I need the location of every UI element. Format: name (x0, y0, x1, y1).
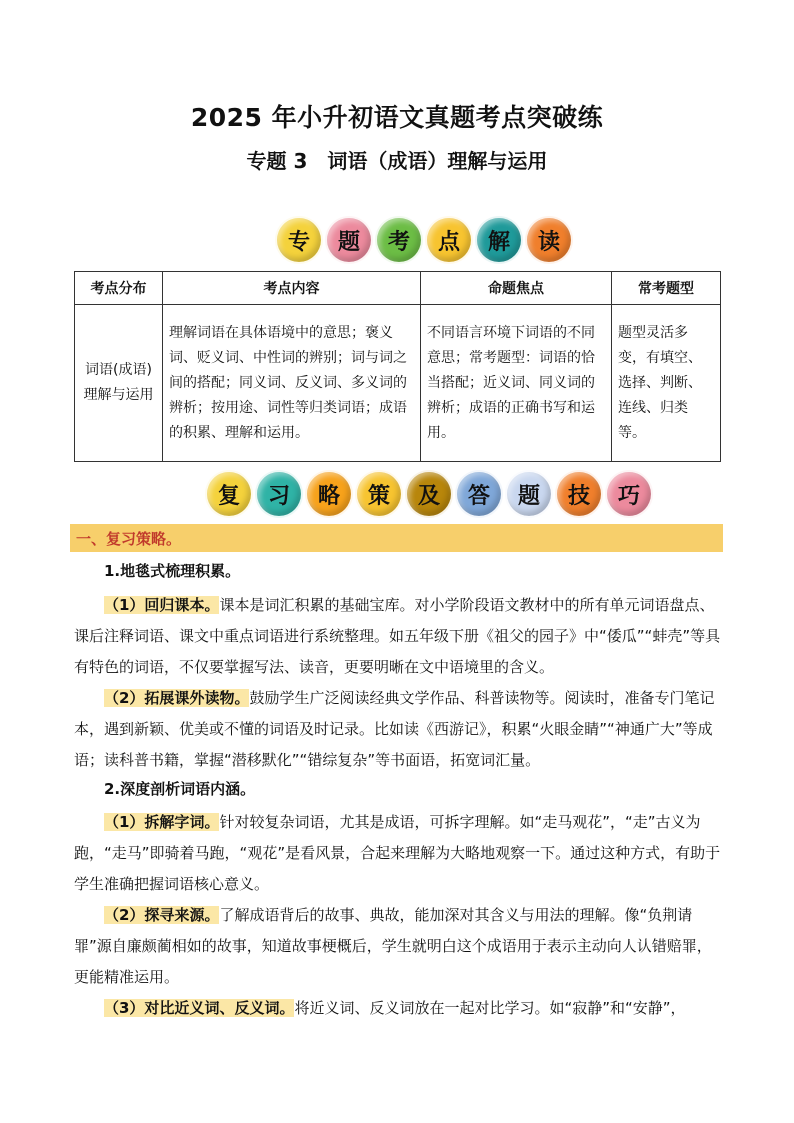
banner-char: 习 (255, 470, 303, 518)
table-cell: 词语(成语)理解与运用 (75, 305, 163, 462)
paragraph (74, 683, 724, 776)
table-cell: 题型灵活多变，有填空、选择、判断、连线、归类等。 (612, 305, 721, 462)
banner-char: 策 (355, 470, 403, 518)
banner-char: 题 (505, 470, 553, 518)
banner-char: 复 (205, 470, 253, 518)
table-header: 考点分布 (75, 272, 163, 305)
paragraph-label: （1）拆解字词。 (104, 813, 220, 831)
table-cell: 理解词语在具体语境中的意思；褒义词、贬义词、中性词的辨别；词与词之间的搭配；同义词、反义词、多义词的辨析；按用途、词性等归类词语；成语的积累、理解和运用。 (163, 305, 421, 462)
table-header-row (75, 272, 721, 305)
banner-char: 解 (475, 216, 523, 264)
paragraph-label: （1）回归课本。 (104, 596, 220, 614)
banner-char: 及 (405, 470, 453, 518)
banner-char: 考 (375, 216, 423, 264)
paragraph-text: 了解成语背后的故事、典故，能加深对其含义与用法的理解。像“负荆请罪”源自廉颇蔺相如的故事，知道故事梗概后，学生就明白这个成语用于表示主动向人认错赔罪，更能精准运用。 (74, 906, 712, 986)
page-title: 2025 年小升初语文真题考点突破练 (190, 103, 604, 132)
section-heading-bar (70, 524, 723, 552)
subheading: 2.深度剖析词语内涵。 (104, 780, 256, 798)
banner-char: 读 (525, 216, 573, 264)
strategy-banner (205, 470, 655, 518)
table-cell: 不同语言环境下词语的不同意思；常考题型：词语的恰当搭配；近义词、同义词的辨析；成语的正确书写和运用。 (421, 305, 612, 462)
banner-char: 专 (275, 216, 323, 264)
paragraph-text: 课本是词汇积累的基础宝库。对小学阶段语文教材中的所有单元词语盘点、课后注释词语、课文中重点词语进行系统整理。如五年级下册《祖父的园子》中“倭瓜”“蚌壳”等具有特色的词语，不仅要掌握写法、读音，更要明晰在文中语境里的含义。 (74, 596, 721, 676)
paragraph-label: （3）对比近义词、反义词。 (104, 999, 295, 1017)
paragraph-label: （2）探寻来源。 (104, 906, 220, 924)
banner-char: 巧 (605, 470, 653, 518)
paragraph (74, 807, 724, 900)
page-subtitle: 专题 3 词语（成语）理解与运用 (246, 149, 548, 173)
paragraph (74, 590, 724, 683)
section-heading: 一、复习策略。 (76, 530, 182, 548)
table-header: 考点内容 (163, 272, 421, 305)
paragraph-text: 鼓励学生广泛阅读经典文学作品、科普读物等。阅读时，准备专门笔记本，遇到新颖、优美或不懂的词语及时记录。比如读《西游记》，积累“火眼金睛”“神通广大”等成语；读科普书籍，掌握“潜移默化”“错综复杂”等书面语，拓宽词汇量。 (74, 689, 715, 769)
banner-char: 答 (455, 470, 503, 518)
paragraph-text: 针对较复杂词语，尤其是成语，可拆字理解。如“走马观花”，“走”古义为跑，“走马”即骑着马跑，“观花”是看风景，合起来理解为大略地观察一下。通过这种方式，有助于学生准确把握词语核心意义。 (74, 813, 721, 893)
banner-char: 技 (555, 470, 603, 518)
banner-char: 题 (325, 216, 373, 264)
table-header: 命题焦点 (421, 272, 612, 305)
table-header: 常考题型 (612, 272, 721, 305)
topic-table (74, 271, 721, 462)
paragraph-text: 将近义词、反义词放在一起对比学习。如“寂静”和“安静”， (294, 999, 686, 1017)
banner-char: 点 (425, 216, 473, 264)
banner-char: 略 (305, 470, 353, 518)
paragraph (74, 900, 724, 993)
table-row (75, 305, 721, 462)
paragraph (74, 993, 724, 1024)
paragraph-label: （2）拓展课外读物。 (104, 689, 250, 707)
subheading: 1.地毯式梳理积累。 (104, 562, 241, 580)
topic-banner (275, 216, 575, 264)
